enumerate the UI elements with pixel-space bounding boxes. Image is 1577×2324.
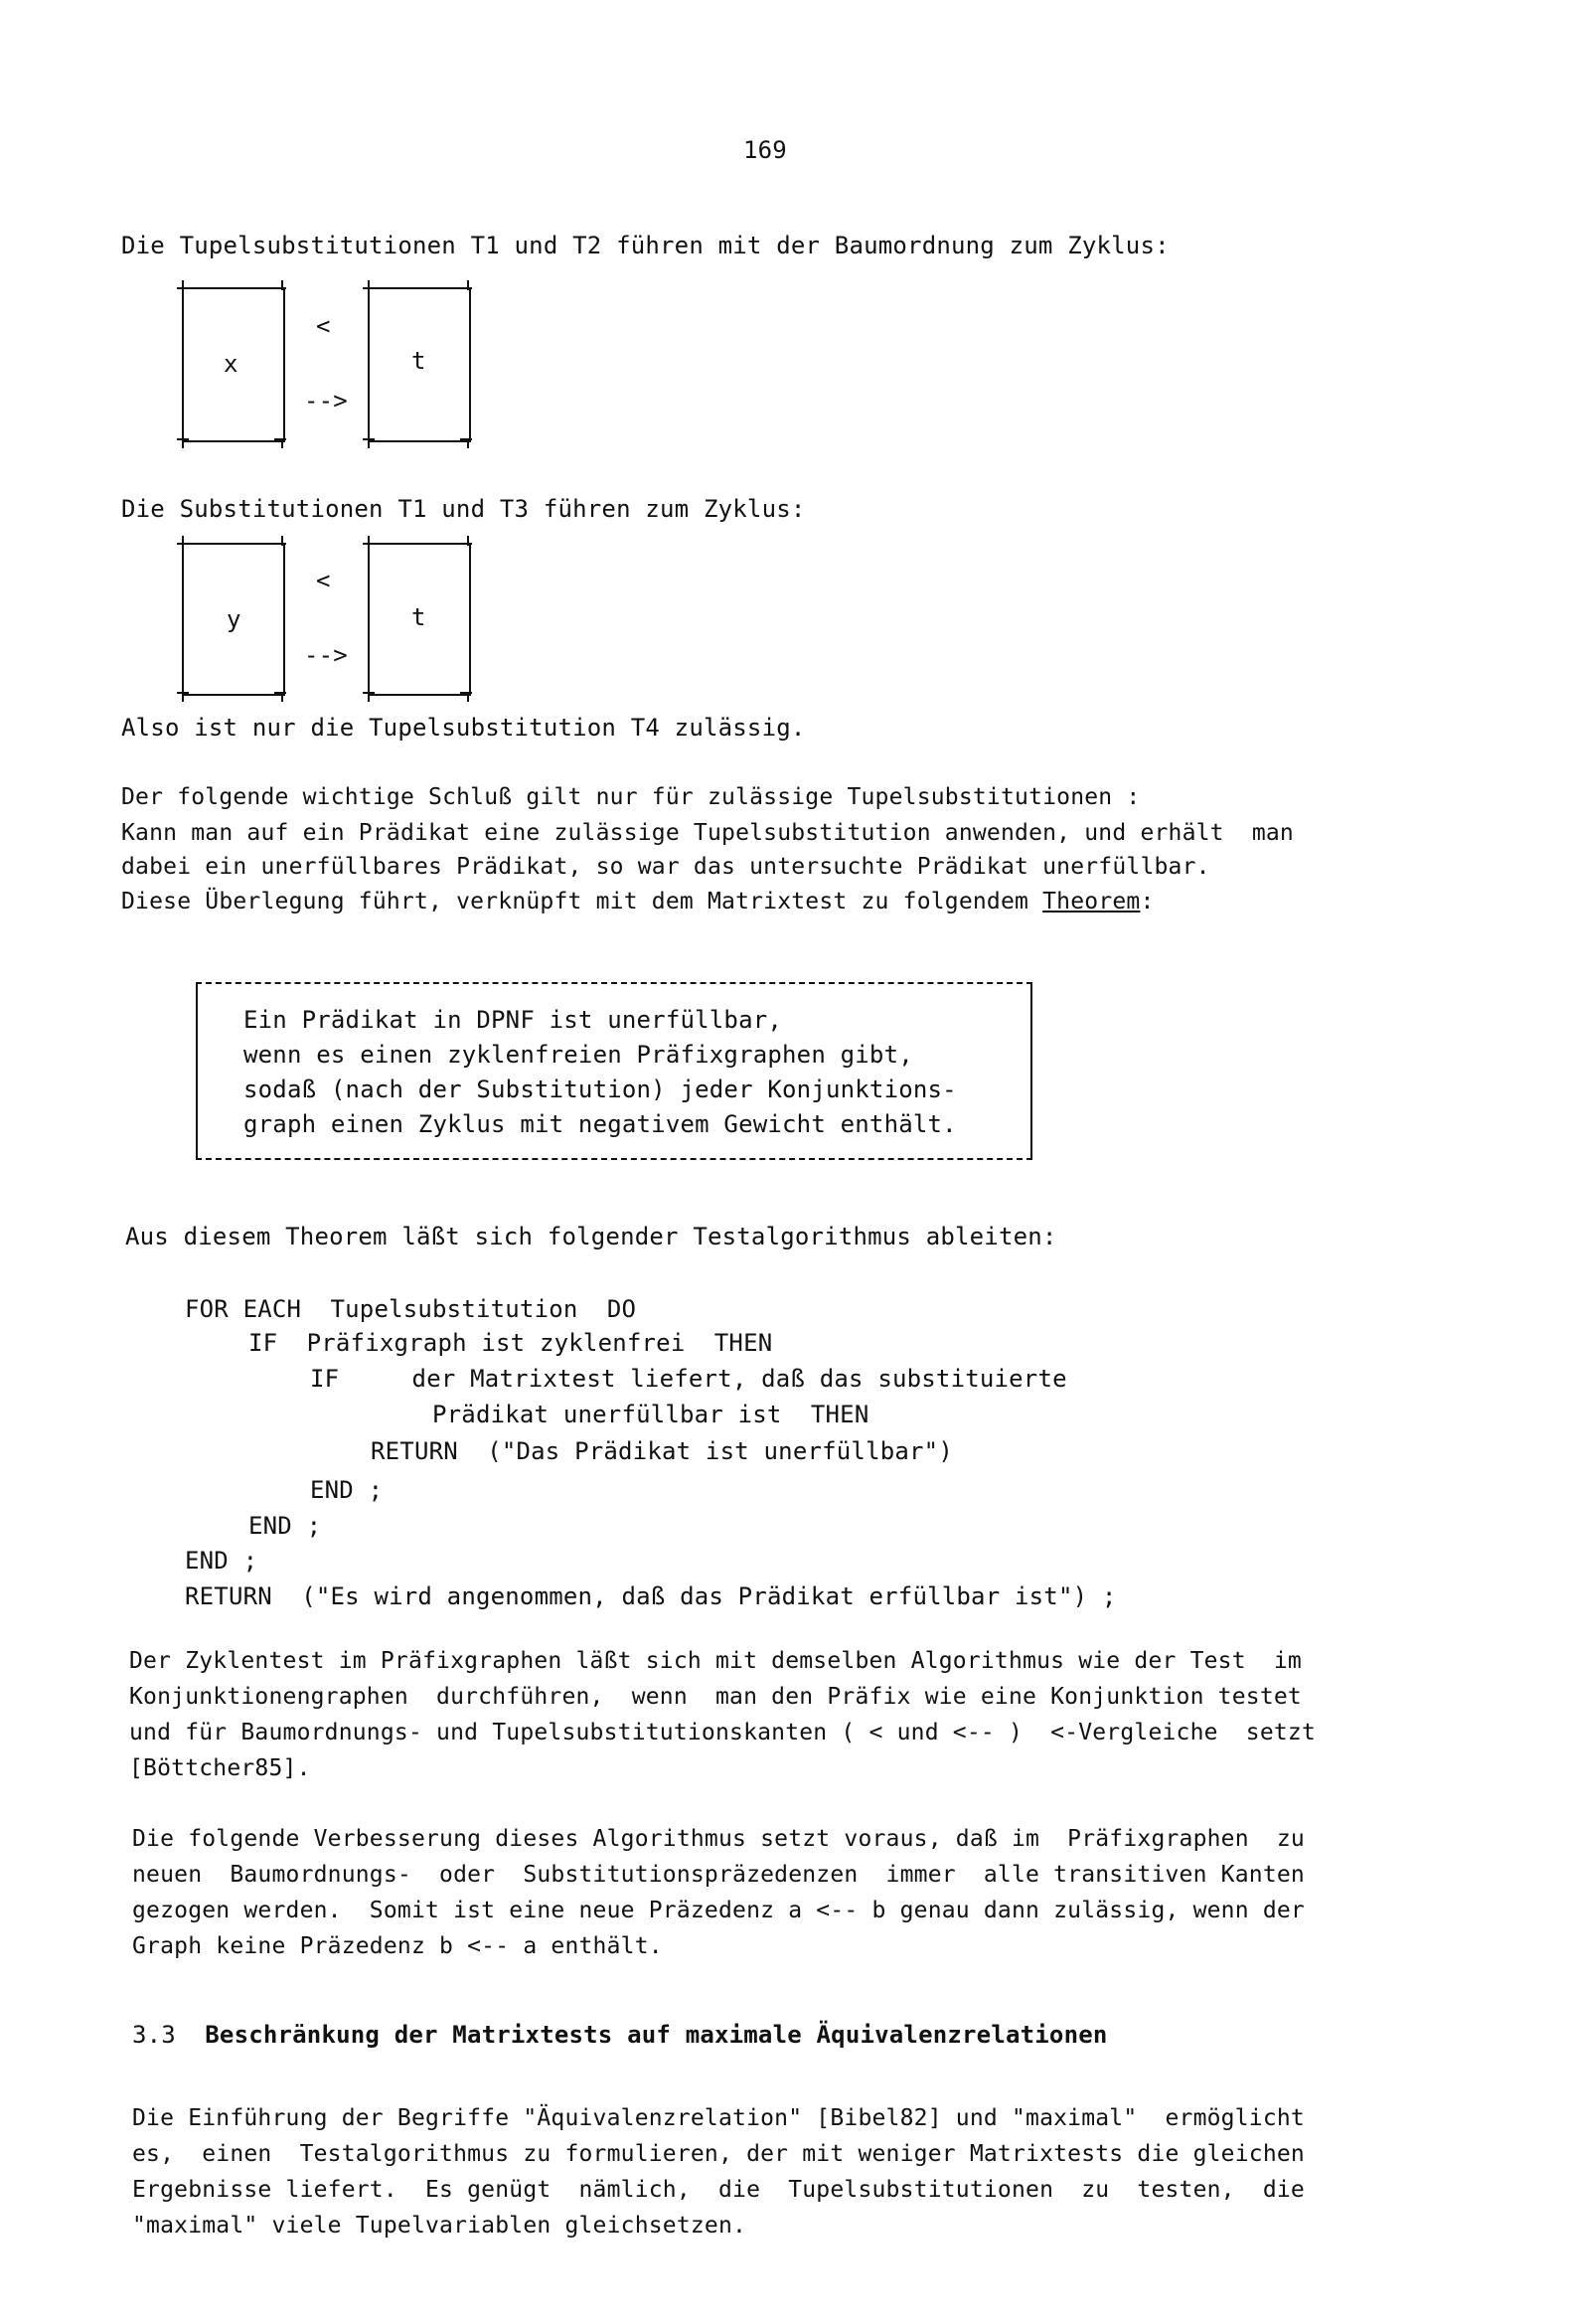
node-label-y: y bbox=[227, 605, 241, 633]
page-number: 169 bbox=[743, 136, 787, 164]
section-number: 3.3 bbox=[132, 2021, 176, 2049]
arrow-less-than: < bbox=[316, 312, 331, 340]
node-label-t: t bbox=[411, 347, 426, 375]
paragraph-cycle-t1-t3: Die Substitutionen T1 und T3 führen zum Zyklus: bbox=[121, 495, 806, 523]
arrow-right: --> bbox=[304, 387, 348, 415]
section-title: Beschränkung der Matrixtests auf maximale Äquivalenzrelationen bbox=[205, 2021, 1108, 2049]
node-label-t: t bbox=[411, 603, 426, 631]
paragraph-cycle-t1-t2: Die Tupelsubstitutionen T1 und T2 führen mit der Baumordnung zum Zyklus: bbox=[121, 232, 1170, 259]
section-heading bbox=[132, 2021, 1108, 2049]
arrow-less-than: < bbox=[316, 567, 331, 594]
document-page: 169 Die Tupelsubstitutionen T1 und T2 führen mit der Baumordnung zum Zyklus: x < --> t Die Substitutionen T1 und T3 führen zum Zyklus: y < --> t Also ist nur die Tupelsubstitution T4 zulässig. Der folgende wichtige Schluß gilt nur für zulässige Tupelsubstitutionen : Kann man auf ein Prädikat eine zulässige Tupelsubstitution anwenden, und erhält man dabei ein unerfüllbares Prädikat, so war das untersuchte Prädikat unerfüllbar. Diese Überlegung führt, verknüpft mit dem Matrixtest zu folgendem Theorem: Ein Prädikat in DPNF ist unerfüllbar, wenn es einen zyklenfreien Präfixgraphen gibt, sodaß (nach der Substitution) jeder Konjunktions- graph einen Zyklus mit negativem Gewicht enthält. Aus diesem Theorem läßt sich folgender Testalgorithmus ableiten: FOR EACH Tupelsubstitution DO IF Präfixgraph ist zyklenfrei THEN IF der Matrixtest liefert, daß das substituierte Prädikat unerfüllbar ist THEN RETURN ("Das Prädikat ist unerfüllbar") END ; END ; END ; RETURN ("Es wird angenommen, daß das Prädikat erfüllbar ist") ; Der Zyklentest im Präfixgraphen läßt sich mit demselben Algorithmus wie der Test im Konjunktionengraphen durchführen, wenn man den Präfix wie eine Konjunktion testet und für Baumordnungs- und Tupelsubstitutionskanten ( < und <-- ) <-Vergleiche setzt [Böttcher85]. Die folgende Verbesserung dieses Algorithmus setzt voraus, daß im Präfixgraphen zu neuen Baumordnungs- oder Substitutionspräzedenzen immer alle transitiven Kanten gezogen werden. Somit ist eine neue Präzedenz a <-- b genau dann zulässig, wenn der Graph keine Präzedenz b <-- a enthält. 3.3 Beschränkung der Matrixtests auf maximale Äquivalenzrelationen Die Einführung der Begriffe "Äquivalenzrelation" [Bibel82] und "maximal" ermöglicht es, einen Testalgorithmus zu formulieren, der mit weniger Matrixtests die gleichen Ergebnisse liefert. Es genügt nämlich, die Tupelsubstitutionen zu testen, die "maximal" viele Tupelvariablen gleichsetzen. bbox=[121, 136, 1317, 2239]
node-label-x: x bbox=[224, 350, 238, 378]
theorem-link-word: Theorem bbox=[1042, 889, 1141, 914]
paragraph-algorithm-intro: Aus diesem Theorem läßt sich folgender Testalgorithmus ableiten: bbox=[125, 1223, 1057, 1250]
arrow-right: --> bbox=[304, 641, 348, 669]
paragraph-t4-allowed: Also ist nur die Tupelsubstitution T4 zulässig. bbox=[121, 714, 806, 742]
